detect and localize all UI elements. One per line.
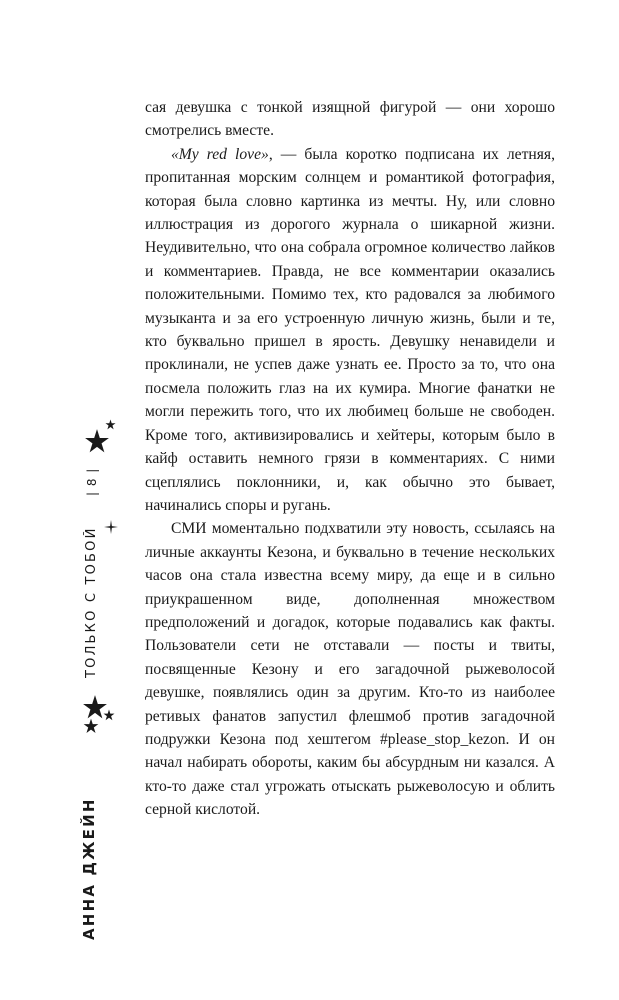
- star-icon: [83, 718, 99, 734]
- paragraph-continuation: сая девушка с тонкой изящной фигурой — они хорошо смотрелись вместе.: [145, 99, 555, 140]
- page-body-text: [145, 96, 555, 822]
- side-running-head: [64, 0, 120, 1000]
- paragraph-media: СМИ моментально подхватили эту новость, ссылаясь на личные аккаунты Кезона, и буквально в течение нескольких часов она стала известна всему миру, да еще и в сильно приукрашенном виде, дополненная множеством предположений и догадок, которые подавались как факты. Пользователи сети не отставали — посты и твиты, посвященные Кезону и его загадочной рыжеволосой девушке, появлялись один за другим. Кто-то из наиболее ретивых фанатов запустил флешмоб против загадочной подружки Кезона под хештегом #please_stop_kezon. И он начал набирать обороты, каким бы абсурдным ни казался. А кто-то даже стал угрожать отыскать рыжеволосую и облить серной кислотой.: [145, 520, 555, 819]
- quoted-caption: «My red love»: [171, 145, 269, 163]
- page-number: | 8 |: [85, 467, 99, 496]
- star-icon: [84, 428, 110, 454]
- sparkle-icon: [104, 520, 118, 534]
- star-icon: [105, 419, 116, 430]
- book-title: ТОЛЬКО С ТОБОЙ: [84, 526, 99, 678]
- star-icon: [103, 709, 115, 721]
- author-name: АННА ДЖЕЙН: [80, 797, 98, 940]
- paragraph-text: , — была коротко подписана их летняя, пропитанная морским солнцем и романтикой фотография, которая была словно картинка из мечты. Ну, или словно иллюстрация из дорогого журнала о шикарной жизни. Неудивительно, что она собрала огромное количество лайков и комментариев. Правда, не все комментарии оказались положительными. Помимо тех, кто радовался за любимого музыканта и за его устроенную личную жизнь, были и те, кто буквально пришел в ярость. Девушку ненавидели и проклинали, не успев даже узнать ее. Просто за то, что она посмела положить глаз на их кумира. Многие фанатки не могли пережить того, что их любимец больше не свободен. Кроме того, активизировались и хейтеры, которым было в кайф оставить немного грязи в комментариях. С ними сцеплялись поклонники, и, как обычно это бывает, начинались споры и ругань.: [145, 145, 555, 514]
- paragraph-photo-caption: [145, 143, 555, 518]
